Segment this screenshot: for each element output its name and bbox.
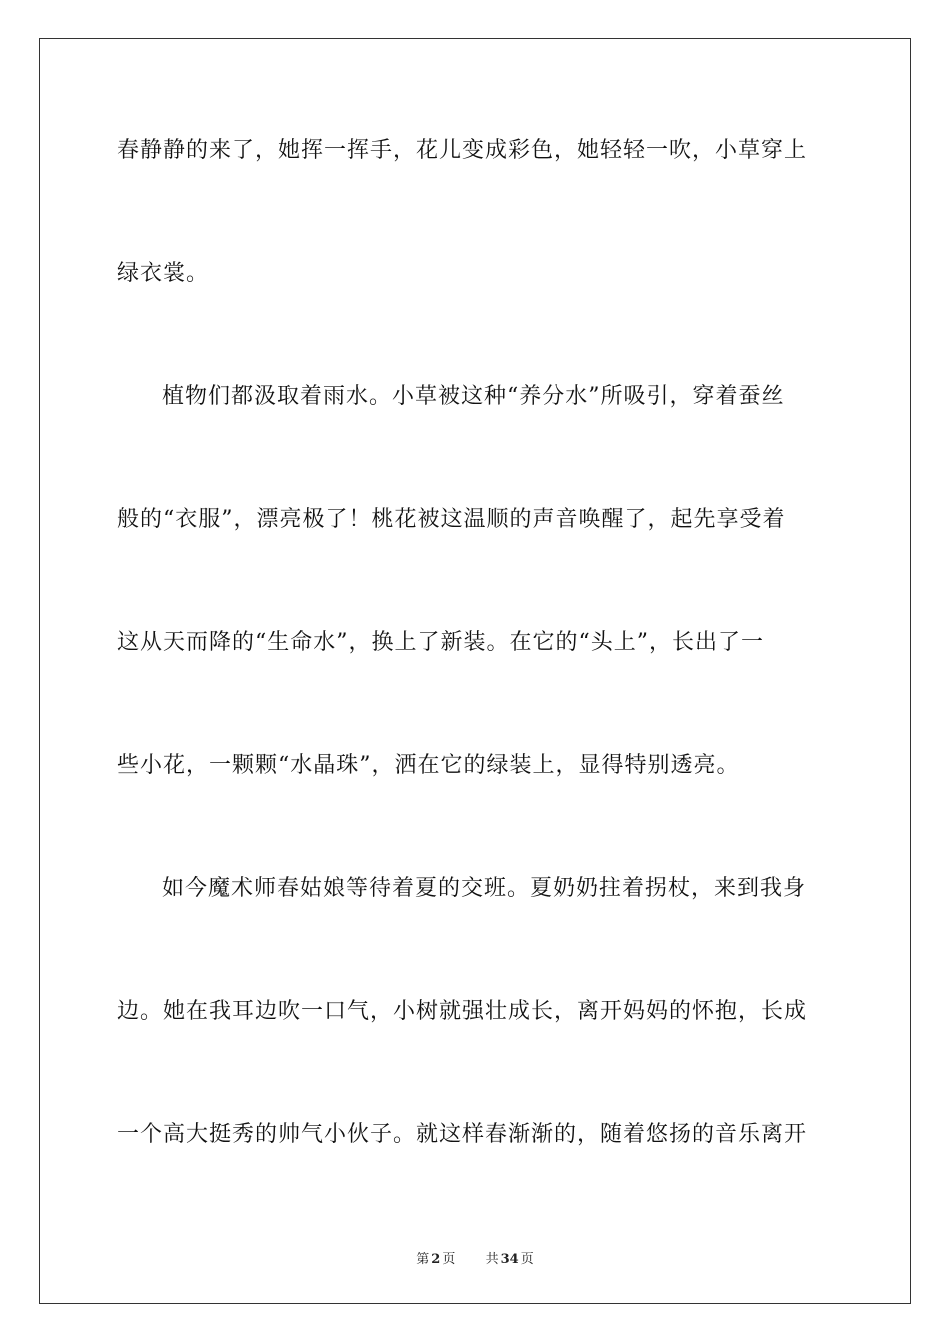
paragraph-line-8: 边。她在我耳边吹一口气，小树就强壮成长，离开妈妈的怀抱，长成 [117,999,808,1024]
total-pages: 34 [500,1252,519,1267]
total-suffix: 页 [520,1252,534,1267]
paragraph-line-9: 一个高大挺秀的帅气小伙子。就这样春渐渐的，随着悠扬的音乐离开 [117,1122,808,1147]
paragraph-line-6: 些小花，一颗颗“水晶珠”，洒在它的绿装上，显得特别透亮。 [117,753,740,778]
paragraph-line-7: 如今魔术师春姑娘等待着夏的交班。夏奶奶拄着拐杖，来到我身 [162,876,807,901]
paragraph-line-1: 春静静的来了，她挥一挥手，花儿变成彩色，她轻轻一吹，小草穿上 [117,138,808,163]
page-suffix: 页 [442,1252,456,1267]
page-footer [0,1248,950,1267]
page-border [39,38,911,1304]
page-number: 2 [431,1252,441,1267]
paragraph-line-4: 般的“衣服”，漂亮极了！桃花被这温顺的声音唤醒了，起先享受着 [117,507,786,532]
paragraph-line-3: 植物们都汲取着雨水。小草被这种“养分水”所吸引，穿着蚕丝 [162,384,785,409]
total-prefix: 共 [485,1252,499,1267]
paragraph-line-2: 绿衣裳。 [117,261,210,286]
page-prefix: 第 [416,1252,430,1267]
paragraph-line-5: 这从天而降的“生命水”，换上了新装。在它的“头上”，长出了一 [117,630,764,655]
